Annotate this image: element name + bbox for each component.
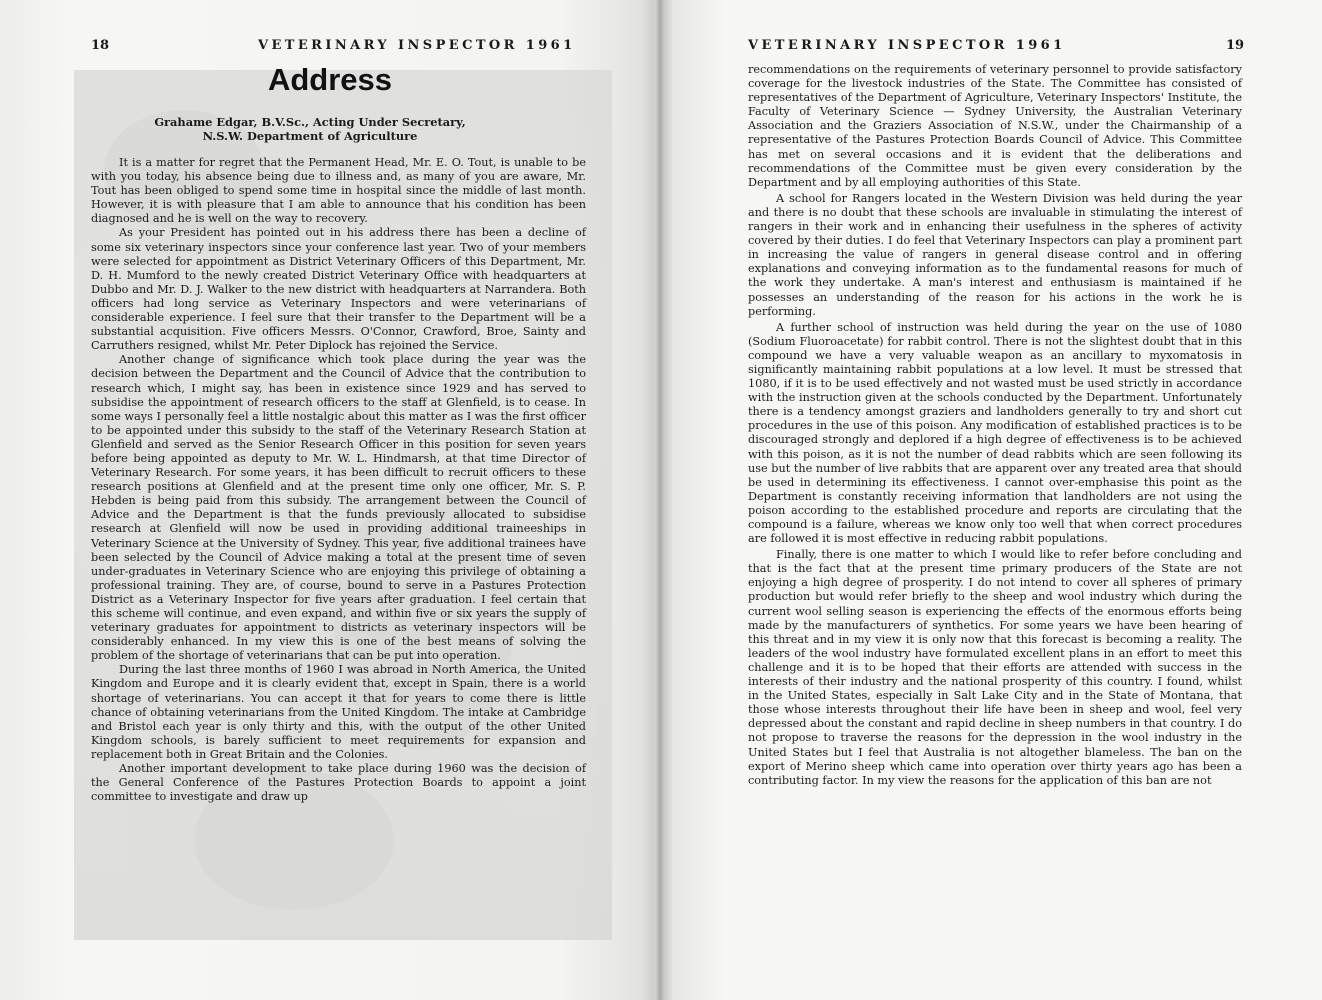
byline-line: Grahame Edgar, B.V.Sc., Acting Under Secretary, [154, 115, 466, 129]
paragraph: As your President has pointed out in his address there has been a decline of some six veterinary inspectors since your conference last year. Two of your members were selected for appointment as District Veterinary Officers of this Department, Mr. D. H. Mumford to the newly created District Veterinary Office with headquarters at Dubbo and Mr. D. J. Walker to the new district with headquarters at Narrandera. Both officers had long service as Veterinary Inspectors and were veterinarians of considerable experience. I feel sure that their transfer to the Department will be a substantial acquisition. Five officers Messrs. O'Connor, Crawford, Broe, Sainty and Carruthers resigned, whilst Mr. Peter Diplock has rejoined the Service. [91, 226, 586, 353]
article-title: Address [267, 62, 393, 97]
continued-paragraph: recommendations on the requirements of veterinary personnel to provide satisfactory coverage for the livestock industries of the State. The Committee has consisted of representatives of the Department of Agriculture, Veterinary Inspectors' Institute, the Faculty of Veterinary Science — Sydney University, the Australian Veterinary Association and the Graziers Association of N.S.W., under the Chairmanship of a representative of the Pastures Protection Boards Council of Advice. This Committee has met on several occasions and it is evident that the deliberations and recommendations of the Committee must be given every consideration by the Department and by all employing authorities of this State. [748, 63, 1242, 189]
author-byline [0, 115, 620, 143]
page-number: 19 [1226, 38, 1245, 53]
page-number: 18 [91, 38, 110, 53]
running-head: VETERINARY INSPECTOR 1961 [748, 38, 1066, 53]
paragraph: During the last three months of 1960 I was abroad in North America, the United Kingdom and Europe and it is clearly evident that, except in Spain, there is a world shortage of veterinarians. You can accept it that for years to come there is little chance of obtaining veterinarians from the United Kingdom. The intake at Cambridge and Bristol each year is only thirty and this, with the output of the other United Kingdom schools, is barely sufficient to meet requirements for expansion and replacement both in Great Britain and the Colonies. [91, 663, 586, 761]
right-body-text [748, 63, 1242, 788]
book-gutter [655, 0, 665, 1000]
paragraph: Finally, there is one matter to which I would like to refer before concluding and that is the fact that at the present time primary producers of the State are not enjoying a high degree of prosperity. I do not intend to cover all spheres of primary production but would refer briefly to the sheep and wool industry which during the current wool selling season is experiencing the effects of the enormous efforts being made by the manufacturers of synthetics. For some years we have been hearing of this threat and in my view it is only now that this forecast is becoming a reality. The leaders of the wool industry have formulated excellent plans in an effort to meet this challenge and it is to be hoped that their efforts are attended with success in the interests of their industry and the national prosperity of this country. I found, whilst in the United States, especially in Salt Lake City and in the State of Montana, that those whose interests throughout their life have been in sheep and wool, feel very depressed about the constant and rapid decline in sheep numbers in that country. I do not propose to traverse the reasons for the depression in the wool industry in the United States but I feel that Australia is not altogether blameless. The ban on the export of Merino sheep which came into operation over thirty years ago has been a contributing factor. In my view the reasons for the application of this ban are not [748, 548, 1242, 787]
left-page [0, 0, 660, 1000]
left-body-text [91, 156, 586, 804]
byline-line: N.S.W. Department of Agriculture [202, 129, 418, 143]
paragraph: It is a matter for regret that the Permanent Head, Mr. E. O. Tout, is unable to be with you today, his absence being due to illness and, as many of you are aware, Mr. Tout has been obliged to spend some time in hospital since the middle of last month. However, it is with pleasure that I am able to announce that his condition has been diagnosed and he is well on the way to recovery. [91, 156, 586, 226]
running-head: VETERINARY INSPECTOR 1961 [258, 38, 576, 53]
paragraph: A school for Rangers located in the Western Division was held during the year and there is no doubt that these schools are invaluable in stimulating the interest of rangers in their work and in enhancing their usefulness in the spheres of activity covered by their duties. I do feel that Veterinary Inspectors can play a prominent part in increasing the value of rangers in general disease control and in offering explanations and conveying information as to the fundamental reasons for much of the work they undertake. A man's interest and enthusiasm is maintained if he possesses an understanding of the reason for his actions in the work he is performing. [748, 191, 1242, 318]
paragraph: Another change of significance which took place during the year was the decision between the Department and the Council of Advice that the contribution to research which, I might say, has been in existence since 1929 and has served to subsidise the appointment of research officers to the staff at Glenfield, is to cease. In some ways I personally feel a little nostalgic about this matter as I was the first officer to be appointed under this subsidy to the staff of the Veterinary Research Station at Glenfield and served as the Senior Research Officer in this position for seven years before being appointed as deputy to Mr. W. L. Hindmarsh, at that time Director of Veterinary Research. For some years, it has been difficult to recruit officers to these research positions at Glenfield and at the present time only one officer, Mr. S. P. Hebden is being paid from this subsidy. The arrangement between the Council of Advice and the Department is that the funds previously allocated to subsidise research at Glenfield will now be used in providing additional traineeships in Veterinary Science at the University of Sydney. This year, five additional trainees have been selected by the Council of Advice making a total at the present time of seven under-graduates in Veterinary Science who are enjoying this privilege of obtaining a professional training. They are, of course, bound to serve in a Pastures Protection District as a Veterinary Inspector for five years after graduation. I feel certain that this scheme will continue, and even expand, and within five or six years the supply of veterinary graduates for appointment to districts as veterinary inspectors will be considerably enhanced. In my view this is one of the best means of solving the problem of the shortage of veterinarians that can be put into operation. [91, 353, 586, 663]
paragraph: Another important development to take place during 1960 was the decision of the General Conference of the Pastures Protection Boards to appoint a joint committee to investigate and draw up [91, 762, 586, 804]
paragraph: A further school of instruction was held during the year on the use of 1080 (Sodium Fluoroacetate) for rabbit control. There is not the slightest doubt that in this compound we have a very valuable weapon as an ancillary to myxomatosis in significantly maintaining rabbit populations at a low level. It must be stressed that 1080, if it is to be used effectively and not wasted must be used strictly in accordance with the instruction given at the schools conducted by the Department. Unfortunately there is a tendency amongst graziers and landholders generally to try and short cut procedures in the use of this poison. Any modification of established practices is to be discouraged strongly and deplored if a high degree of effectiveness is to be achieved with this poison, as it is not the number of dead rabbits which are seen following its use but the number of live rabbits that are apparent over any treated area that should be used in determining its effectiveness. I cannot over-emphasise this point as the Department is constantly receiving information that landholders are not using the poison according to the established procedure and reports are circulating that the compound is a failure, whereas we know only too well that when correct procedures are followed it is most effective in reducing rabbit populations. [748, 320, 1242, 546]
